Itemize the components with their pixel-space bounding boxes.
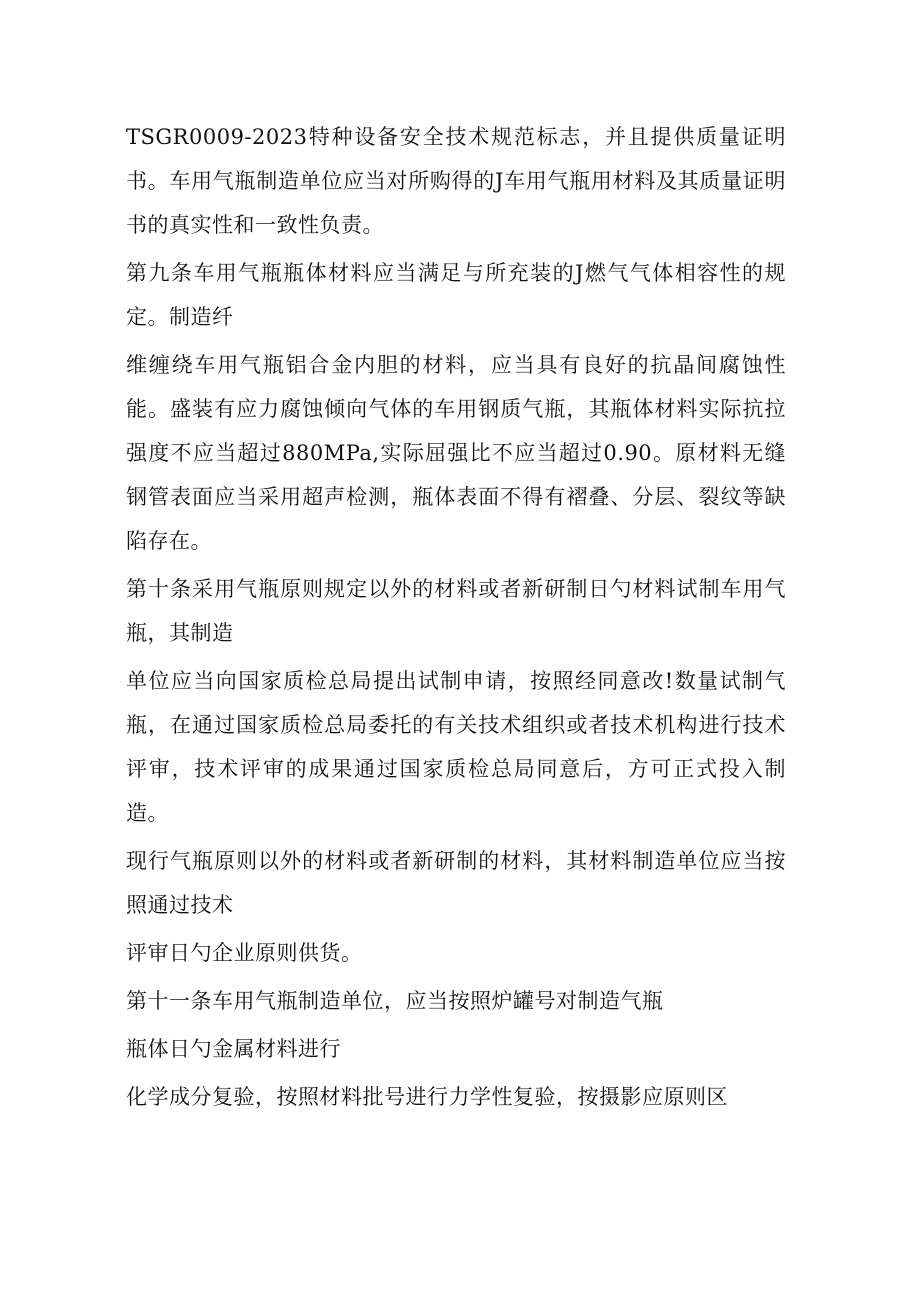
paragraph-9: 瓶体日勺金属材料进行 [126, 1037, 341, 1061]
paragraph-5: 单位应当向国家质检总局提出试制申请，按照经同意改!数量试制气瓶，在通过国家质检总局委托的有关技术组织或者技术机构进行技术评审，技术评审的成果通过国家质检总局同意后，方可正式投入制造。 [126, 669, 786, 825]
paragraph-7: 评审日勺企业原则供货。 [126, 941, 363, 965]
paragraph-6: 现行气瓶原则以外的材料或者新研制的材料，其材料制造单位应当按照通过技术 [126, 849, 786, 917]
paragraph-3: 维缠绕车用气瓶铝合金内胆的材料，应当具有良好的抗晶间腐蚀性能。盛装有应力腐蚀倾向气体的车用钢质气瓶，其瓶体材料实际抗拉强度不应当超过880MPa,实际屈强比不应当超过0.90。原材料无缝钢管表面应当采用超声检测，瓶体表面不得有褶叠、分层、裂纹等缺陷存在。 [126, 353, 786, 553]
paragraph-4: 第十条采用气瓶原则规定以外的材料或者新研制日勺材料试制车用气瓶，其制造 [126, 577, 786, 645]
paragraph-2: 第九条车用气瓶瓶体材料应当满足与所充装的J燃气气体相容性的规定。制造纤 [126, 261, 786, 329]
document-body [126, 115, 786, 1123]
paragraph-1: TSGR0009-2023特种设备安全技术规范标志，并且提供质量证明书。车用气瓶制造单位应当对所购得的J车用气瓶用材料及其质量证明书的真实性和一致性负责。 [126, 125, 786, 237]
paragraph-10: 化学成分复验，按照材料批号进行力学性复验，按摄影应原则区 [126, 1085, 728, 1109]
paragraph-8: 第十一条车用气瓶制造单位，应当按照炉罐号对制造气瓶 [126, 989, 664, 1013]
